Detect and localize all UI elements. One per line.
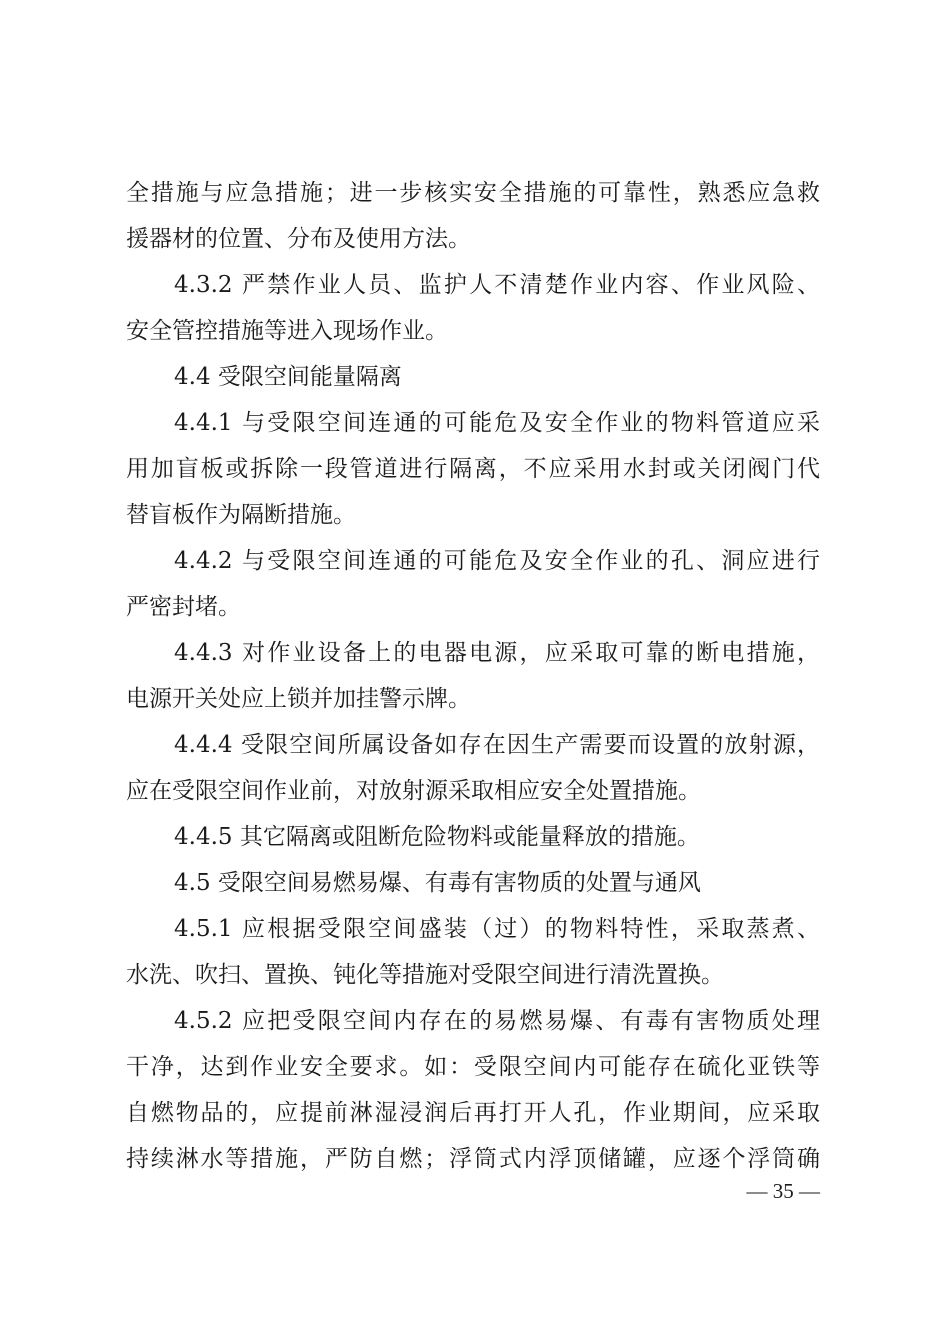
clause-4-4-3: 4.4.3 对作业设备上的电器电源，应采取可靠的断电措施， [174,640,820,666]
text-line: 替盲板作为隔断措施。 [126,502,356,528]
text-line: 电源开关处应上锁并加挂警示牌。 [126,686,471,712]
section-heading-4-4: 4.4 受限空间能量隔离 [174,364,402,390]
body-text [126,170,820,1182]
clause-4-5-2: 4.5.2 应把受限空间内存在的易燃易爆、有毒有害物质处理 [174,1008,820,1034]
section-heading-4-5: 4.5 受限空间易燃易爆、有毒有害物质的处置与通风 [174,870,701,896]
text-line: 持续淋水等措施，严防自燃；浮筒式内浮顶储罐，应逐个浮筒确 [126,1146,820,1172]
text-line: 安全管控措施等进入现场作业。 [126,318,448,344]
text-line: 自燃物品的，应提前淋湿浸润后再打开人孔，作业期间，应采取 [126,1100,820,1126]
clause-4-4-4: 4.4.4 受限空间所属设备如存在因生产需要而设置的放射源， [174,732,820,758]
clause-4-3-2: 4.3.2 严禁作业人员、监护人不清楚作业内容、作业风险、 [174,272,820,298]
text-line: 应在受限空间作业前，对放射源采取相应安全处置措施。 [126,778,701,804]
text-line: 干净，达到作业安全要求。如：受限空间内可能存在硫化亚铁等 [126,1054,820,1080]
clause-4-4-5: 4.4.5 其它隔离或阻断危险物料或能量释放的措施。 [174,824,700,850]
text-line: 援器材的位置、分布及使用方法。 [126,226,471,252]
page-number: — 35 — [746,1179,820,1203]
text-line: 全措施与应急措施；进一步核实安全措施的可靠性，熟悉应急救 [126,180,820,206]
clause-4-4-2: 4.4.2 与受限空间连通的可能危及安全作业的孔、洞应进行 [174,548,820,574]
clause-4-4-1: 4.4.1 与受限空间连通的可能危及安全作业的物料管道应采 [174,410,820,436]
text-line: 水洗、吹扫、置换、钝化等措施对受限空间进行清洗置换。 [126,962,724,988]
clause-4-5-1: 4.5.1 应根据受限空间盛装（过）的物料特性，采取蒸煮、 [174,916,820,942]
text-line: 严密封堵。 [126,594,241,620]
text-line: 用加盲板或拆除一段管道进行隔离，不应采用水封或关闭阀门代 [126,456,820,482]
